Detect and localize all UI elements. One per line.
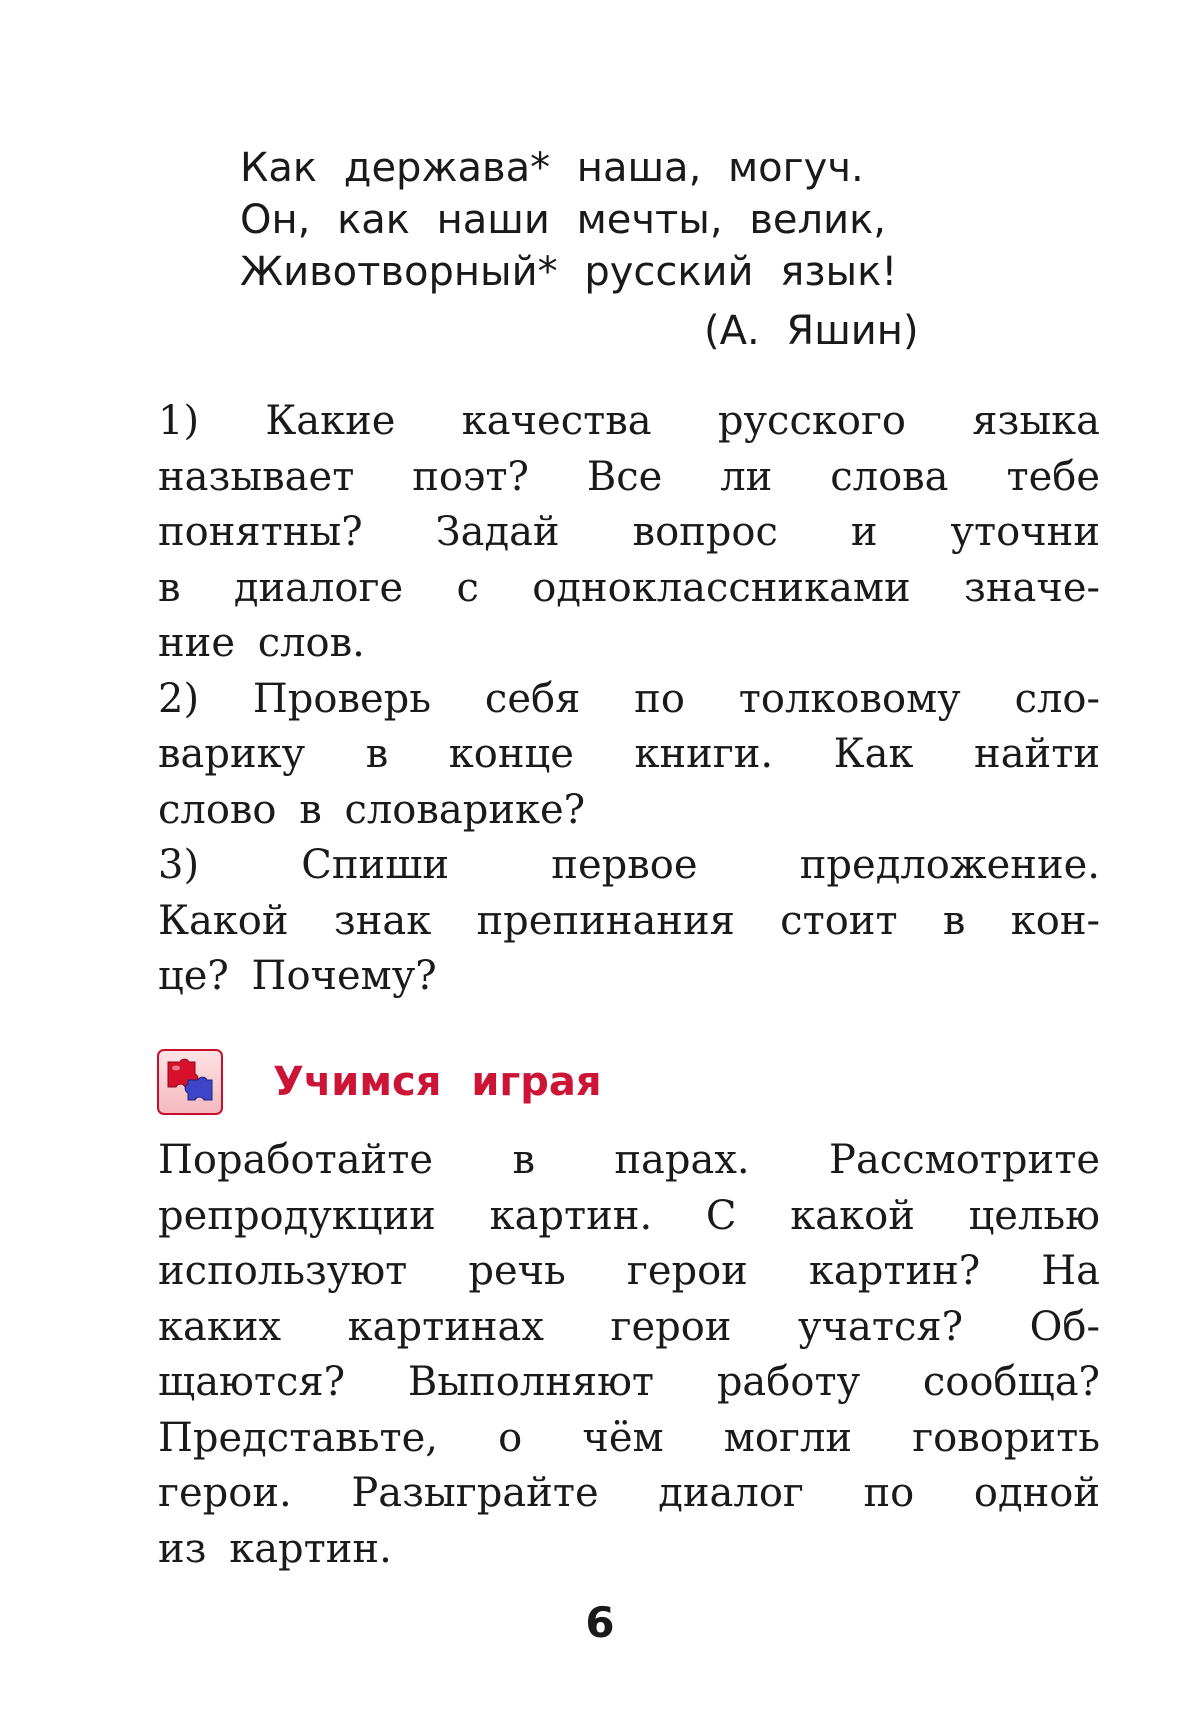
task-line: из картин. (158, 1525, 392, 1572)
puzzle-icon (157, 1049, 223, 1115)
question-line: понятны? Задай вопрос и уточни (158, 509, 1100, 555)
task-line: щаются? Выполняют работу сообща? (158, 1359, 1100, 1405)
task-block (158, 1133, 1100, 1577)
question-line: 2) Проверь себя по толковому сло- (158, 675, 1100, 722)
poem-author: (А. Яшин) (704, 308, 919, 354)
task-line: репродукции картин. С какой целью (158, 1192, 1100, 1239)
section-title: Учимся играя (273, 1059, 602, 1105)
questions-block (158, 394, 1100, 1005)
page-number: 6 (585, 1598, 615, 1647)
poem-line: Как держава* наша, могуч. (240, 145, 864, 191)
question-line: 1) Какие качества русского языка (158, 398, 1100, 444)
question-line: це? Почему? (158, 953, 437, 999)
question-line: 3) Спиши первое предложение. (158, 842, 1100, 888)
poem (240, 142, 897, 298)
question-line: варику в конце книги. Как найти (158, 731, 1100, 777)
poem-line: Животворный* русский язык! (240, 249, 898, 295)
question-line: в диалоге с одноклассниками значе- (158, 564, 1100, 611)
task-line: Поработайте в парах. Рассмотрите (158, 1137, 1100, 1183)
task-line: используют речь герои картин? На (158, 1248, 1100, 1294)
question-line: Какой знак препинания стоит в кон- (158, 897, 1100, 944)
section-header (157, 1047, 602, 1117)
task-line: каких картинах герои учатся? Об- (158, 1303, 1100, 1350)
poem-line: Он, как наши мечты, велик, (240, 197, 886, 243)
question-line: слово в словарике? (158, 786, 586, 833)
task-line: Представьте, о чём могли говорить (158, 1414, 1100, 1461)
question-line: называет поэт? Все ли слова тебе (158, 453, 1100, 500)
task-line: герои. Разыграйте диалог по одной (158, 1470, 1100, 1516)
question-line: ние слов. (158, 620, 365, 666)
